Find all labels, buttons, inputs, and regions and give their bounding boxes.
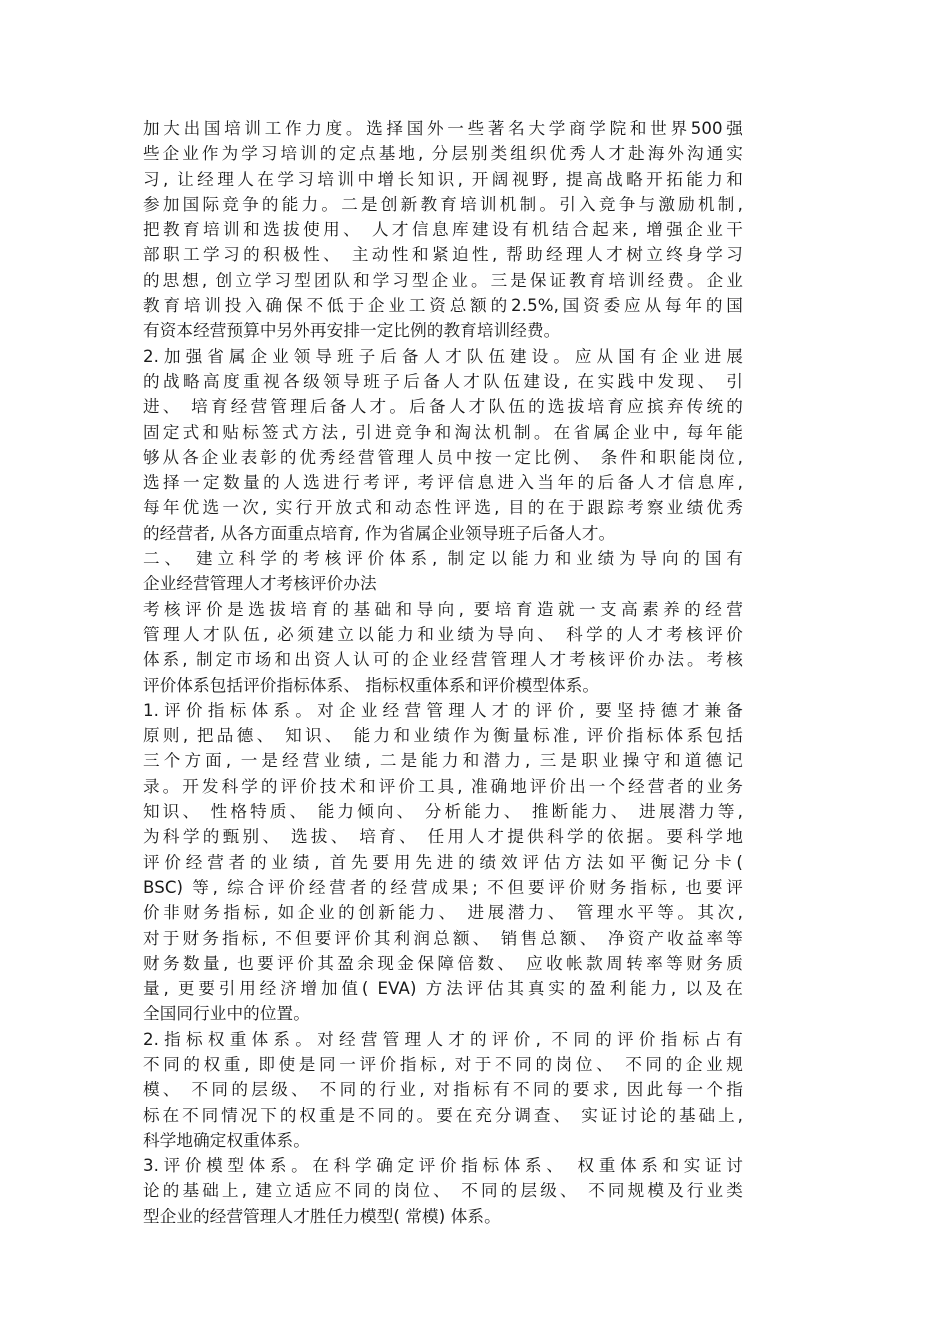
text-line: 论的基础上, 建立适应不同的岗位、 不同的层级、 不同规模及行业类 xyxy=(143,1181,743,1201)
text-line: 为科学的甄别、 选拔、 培育、 任用人才提供科学的依据。要科学地 xyxy=(143,827,743,847)
text-line: 2.加强省属企业领导班子后备人才队伍建设。应从国有企业进展 xyxy=(143,346,743,366)
text-line: 量, 更要引用经济增加值( EVA) 方法评估其真实的盈利能力, 以及在 xyxy=(143,979,743,999)
text-line: 录。开发科学的评价技术和评价工具, 准确地评价出一个经营者的业务 xyxy=(143,776,743,796)
text-line: 评价体系包括评价指标体系、 指标权重体系和评价模型体系。 xyxy=(143,675,600,695)
text-line: 2.指标权重体系。对经营管理人才的评价, 不同的评价指标占有 xyxy=(143,1029,743,1049)
text-line: 的思想, 创立学习型团队和学习型企业。三是保证教育培训经费。企业 xyxy=(143,270,743,290)
text-line: 财务数量, 也要评价其盈余现金保障倍数、 应收帐款周转率等财务质 xyxy=(143,953,743,973)
text-line: 型企业的经营管理人才胜任力模型( 常模) 体系。 xyxy=(143,1206,501,1226)
text-line: 有资本经营预算中另外再安排一定比例的教育培训经费。 xyxy=(143,321,561,341)
text-line: 的经营者, 从各方面重点培育, 作为省属企业领导班子后备人才。 xyxy=(143,523,616,543)
text-line: 标在不同情况下的权重是不同的。要在充分调查、 实证讨论的基础上, xyxy=(143,1105,743,1125)
text-line: 把教育培训和选拔使用、 人才信息库建设有机结合起来, 增强企业干 xyxy=(143,220,743,240)
text-line: 的战略高度重视各级领导班子后备人才队伍建设, 在实践中发现、 引 xyxy=(143,371,743,391)
text-line: 进、 培育经营管理后备人才。后备人才队伍的选拔培育应摈弃传统的 xyxy=(143,397,743,417)
text-line: 科学地确定权重体系。 xyxy=(143,1130,310,1150)
text-line: 企业经营管理人才考核评价办法 xyxy=(143,574,377,594)
text-line: 对于财务指标, 不但要评价其利润总额、 销售总额、 净资产收益率等 xyxy=(143,928,743,948)
document-body xyxy=(143,116,743,1229)
text-line: 价非财务指标, 如企业的创新能力、 进展潜力、 管理水平等。其次, xyxy=(143,903,743,923)
text-line: 部职工学习的积极性、 主动性和紧迫性, 帮助经理人才树立终身学习 xyxy=(143,245,743,265)
text-line: 知识、 性格特质、 能力倾向、 分析能力、 推断能力、 进展潜力等, xyxy=(143,802,743,822)
text-line: 全国同行业中的位置。 xyxy=(143,1004,310,1024)
text-line: 教育培训投入确保不低于企业工资总额的2.5%,国资委应从每年的国 xyxy=(143,296,743,316)
text-line: 够从各企业表彰的优秀经营管理人员中按一定比例、 条件和职能岗位, xyxy=(143,447,743,467)
text-line: 原则, 把品德、 知识、 能力和业绩作为衡量标准, 评价指标体系包括 xyxy=(143,726,743,746)
text-line: 模、 不同的层级、 不同的行业, 对指标有不同的要求, 因此每一个指 xyxy=(143,1080,743,1100)
text-line: 选择一定数量的人选进行考评, 考评信息进入当年的后备人才信息库, xyxy=(143,473,743,493)
text-line: 3.评价模型体系。在科学确定评价指标体系、 权重体系和实证讨 xyxy=(143,1156,743,1176)
text-line: 二、 建立科学的考核评价体系, 制定以能力和业绩为导向的国有 xyxy=(143,549,743,569)
text-line: 不同的权重, 即使是同一评价指标, 对于不同的岗位、 不同的企业规 xyxy=(143,1054,743,1074)
text-line: 固定式和贴标签式方法, 引进竞争和淘汰机制。在省属企业中, 每年能 xyxy=(143,422,743,442)
text-line: 每年优选一次, 实行开放式和动态性评选, 目的在于跟踪考察业绩优秀 xyxy=(143,498,743,518)
text-line: 参加国际竞争的能力。二是创新教育培训机制。引入竞争与激励机制, xyxy=(143,194,743,214)
text-line: 评价经营者的业绩, 首先要用先进的绩效评估方法如平衡记分卡( xyxy=(143,852,743,872)
text-line: 三个方面, 一是经营业绩, 二是能力和潜力, 三是职业操守和道德记 xyxy=(143,751,743,771)
text-line: 习, 让经理人在学习培训中增长知识, 开阔视野, 提高战略开拓能力和 xyxy=(143,169,743,189)
text-line: 体系, 制定市场和出资人认可的企业经营管理人才考核评价办法。考核 xyxy=(143,650,743,670)
text-line: BSC) 等, 综合评价经营者的经营成果; 不但要评价财务指标, 也要评 xyxy=(143,877,743,897)
text-line: 考核评价是选拔培育的基础和导向, 要培育造就一支高素养的经营 xyxy=(143,599,743,619)
text-line: 些企业作为学习培训的定点基地, 分层别类组织优秀人才赴海外沟通实 xyxy=(143,144,743,164)
text-line: 管理人才队伍, 必须建立以能力和业绩为导向、 科学的人才考核评价 xyxy=(143,624,743,644)
text-line: 加大出国培训工作力度。选择国外一些著名大学商学院和世界500强 xyxy=(143,119,743,138)
text-line: 1.评价指标体系。对企业经营管理人才的评价, 要坚持德才兼备 xyxy=(143,700,743,720)
